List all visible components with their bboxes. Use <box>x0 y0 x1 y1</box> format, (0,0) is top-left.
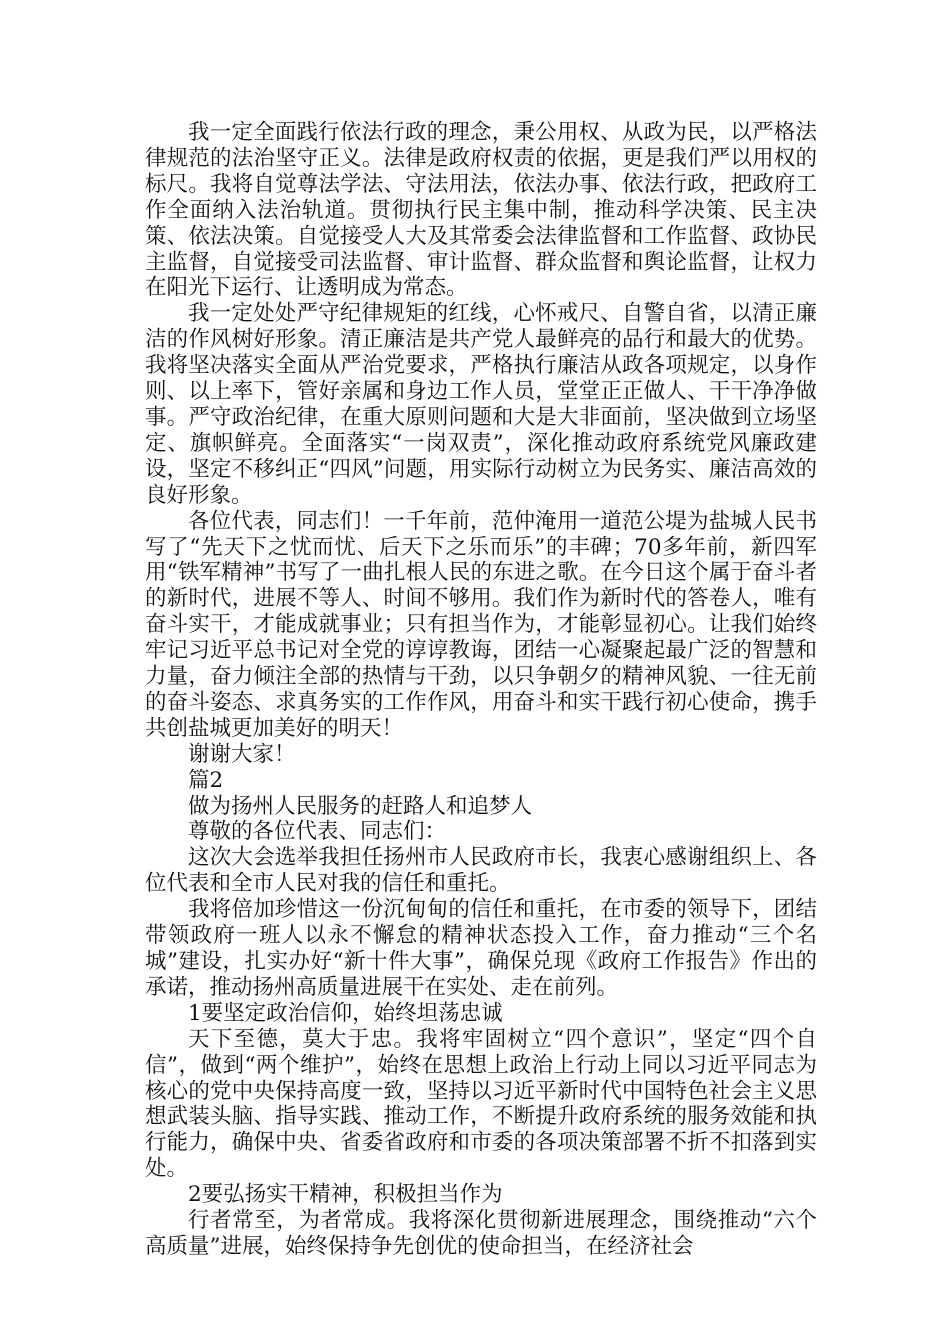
section-label: 篇2 <box>188 767 224 793</box>
document-body <box>145 120 817 1260</box>
paragraph-loyalty: 天下至德，莫大于忠。我将牢固树立“四个意识”，坚定“四个自信”，做到“两个维护”，始终在思想上政治上行动上同以习近平同志为核心的党中央保持高度一致，坚持以习近平新时代中国特色社会主义思想武装头脑、指导实践、推动工作，不断提升政府系统的服务效能和执行能力，确保中央、省委省政府和市委的各项决策部署不折不扣落到实处。 <box>145 1026 817 1182</box>
section-title: 做为扬州人民服务的赶路人和追梦人 <box>188 793 533 819</box>
heading-point-1: 1要坚定政治信仰，始终坦荡忠诚 <box>188 1000 503 1026</box>
paragraph-closing-appeal: 各位代表，同志们！一千年前，范仲淹用一道范公堤为盐城人民书写了“先天下之忧而忧、后天下之乐而乐”的丰碑；70多年前，新四军用“铁军精神”书写了一曲扎根人民的东进之歌。在今日这个属于奋斗者的新时代，进展不等人、时间不够用。我们作为新时代的答卷人，唯有奋斗实干，才能成就事业；只有担当作为，才能彰显初心。让我们始终牢记习近平总书记对全党的谆谆教诲，团结一心凝聚起最广泛的智慧和力量，奋力倾注全部的热情与干劲，以只争朝夕的精神风貌、一往无前的奋斗姿态、求真务实的工作作风，用奋斗和实干践行初心使命，携手共创盐城更加美好的明天！ <box>145 508 817 741</box>
paragraph-gratitude: 这次大会选举我担任扬州市人民政府市长，我衷心感谢组织上、各位代表和全市人民对我的信任和重托。 <box>145 845 817 897</box>
paragraph-commitment: 我将倍加珍惜这一份沉甸甸的信任和重托，在市委的领导下，团结带领政府一班人以永不懈怠的精神状态投入工作，奋力推动“三个名城”建设，扎实办好“新十件大事”，确保兑现《政府工作报告》作出的承诺，推动扬州高质量进展干在实处、走在前列。 <box>145 897 817 1000</box>
heading-point-2: 2要弘扬实干精神，积极担当作为 <box>188 1182 503 1208</box>
salutation: 尊敬的各位代表、同志们： <box>188 819 447 845</box>
paragraph-action: 行者常至，为者常成。我将深化贯彻新进展理念，围绕推动“六个高质量”进展，始终保持争先创优的使命担当，在经济社会 <box>145 1208 817 1259</box>
paragraph-discipline: 我一定处处严守纪律规矩的红线，心怀戒尺、自警自省，以清正廉洁的作风树好形象。清正廉洁是共产党人最鲜亮的品行和最大的优势。我将坚决落实全面从严治党要求，严格执行廉洁从政各项规定，以身作则、以上率下，管好亲属和身边工作人员，堂堂正正做人、干干净净做事。严守政治纪律，在重大原则问题和大是大非面前，坚决做到立场坚定、旗帜鲜亮。全面落实“一岗双责”，深化推动政府系统党风廉政建设，坚定不移纠正“四风”问题，用实际行动树立为民务实、廉洁高效的良好形象。 <box>145 301 817 508</box>
paragraph-rule-of-law: 我一定全面践行依法行政的理念，秉公用权、从政为民，以严格法律规范的法治坚守正义。法律是政府权责的依据，更是我们严以用权的标尺。我将自觉尊法学法、守法用法，依法办事、依法行政，把政府工作全面纳入法治轨道。贯彻执行民主集中制，推动科学决策、民主决策、依法决策。自觉接受人大及其常委会法律监督和工作监督、政协民主监督，自觉接受司法监督、审计监督、群众监督和舆论监督，让权力在阳光下运行、让透明成为常态。 <box>145 120 817 301</box>
paragraph-thanks: 谢谢大家！ <box>188 741 296 767</box>
